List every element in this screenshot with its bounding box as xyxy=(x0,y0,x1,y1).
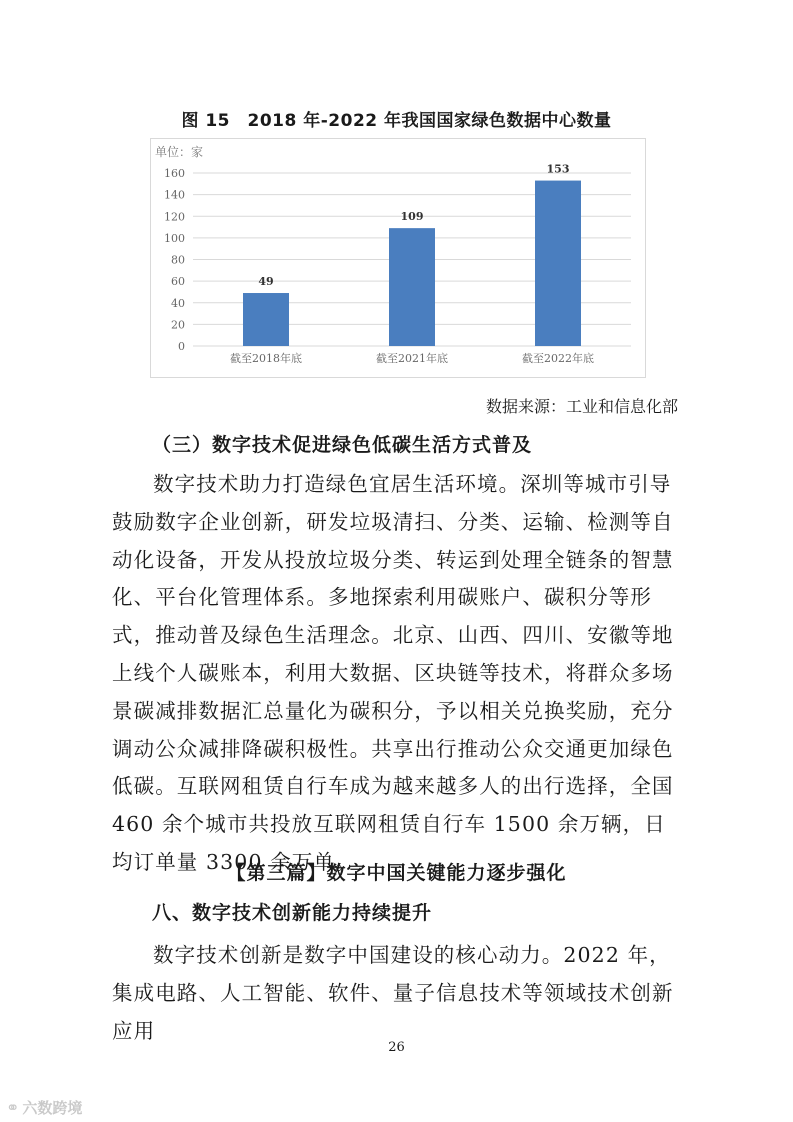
watermark xyxy=(6,1097,82,1118)
y-tick-label: 20 xyxy=(171,318,185,332)
page-number: 26 xyxy=(388,1040,405,1055)
chapter-paragraph: 数字技术创新是数字中国建设的核心动力。2022 年，集成电路、人工智能、软件、量子信息技术等领域技术创新应用 xyxy=(112,943,674,1043)
data-source: 数据来源：工业和信息化部 xyxy=(485,397,678,416)
watermark-text: 六数跨境 xyxy=(22,1099,83,1117)
x-tick-label: 截至2021年底 xyxy=(376,352,448,365)
bar-chart xyxy=(150,138,646,378)
y-tick-label: 80 xyxy=(171,253,185,267)
figure-title: 图 15 2018 年-2022 年我国国家绿色数据中心数量 xyxy=(181,111,612,131)
part-heading: 【第三篇】数字中国关键能力逐步强化 xyxy=(226,862,567,884)
y-tick-label: 120 xyxy=(164,210,185,224)
data-label: 109 xyxy=(400,210,424,224)
section-heading: （三）数字技术促进绿色低碳生活方式普及 xyxy=(152,434,533,456)
bar xyxy=(243,293,289,346)
bar-chart-svg xyxy=(151,139,645,377)
data-label: 49 xyxy=(258,275,274,289)
data-label: 153 xyxy=(546,162,570,176)
y-tick-label: 140 xyxy=(164,188,185,202)
y-tick-label: 40 xyxy=(171,296,185,310)
weibo-logo-icon: ⚭ xyxy=(6,1098,20,1117)
y-tick-label: 100 xyxy=(164,231,185,245)
chapter-heading: 八、数字技术创新能力持续提升 xyxy=(152,902,433,924)
bar xyxy=(535,181,581,346)
y-tick-label: 0 xyxy=(178,340,185,353)
section-paragraph: 数字技术助力打造绿色宜居生活环境。深圳等城市引导鼓励数字企业创新，研发垃圾清扫、分类、运输、检测等自动化设备，开发从投放垃圾分类、转运到处理全链条的智慧化、平台化管理体系。多地探索利用碳账户、碳积分等形式，推动普及绿色生活理念。北京、山西、四川、安徽等地上线个人碳账本，利用大数据、区块链等技术，将群众多场景碳减排数据汇总量化为碳积分，予以相关兑换奖励，充分调动公众减排降碳积极性。共享出行推动公众交通更加绿色低碳。互联网租赁自行车成为越来越多人的出行选择，全国 460 余个城市共投放互联网租赁自行车 1500 余万辆，日均订单量 3300 余万单。 xyxy=(112,472,674,874)
y-tick-label: 160 xyxy=(164,167,185,180)
x-tick-label: 截至2018年底 xyxy=(230,352,302,365)
x-tick-label: 截至2022年底 xyxy=(522,352,594,365)
unit-label: 单位：家 xyxy=(155,145,204,159)
bar xyxy=(389,228,435,346)
y-tick-label: 60 xyxy=(171,275,185,289)
